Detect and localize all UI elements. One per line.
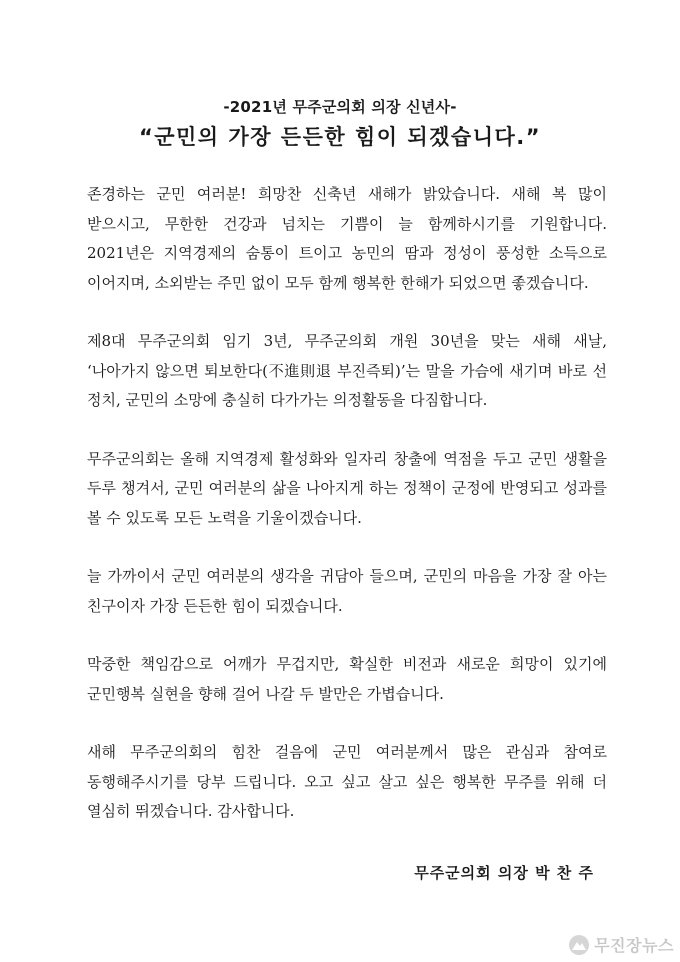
paragraph-1: 존경하는 군민 여러분! 희망찬 신축년 새해가 밝았습니다. 새해 복 많이 받으시고, 무한한 건강과 넘치는 기쁨이 늘 함께하시기를 기원합니다. 2021년은 지역경제의 숨통이 트이고 농민의 땀과 정성이 풍성한 소득으로 이어지며, 소외받는 주민 없이 모두 함께 행복한 한해가 되었으면 좋겠습니다.: [87, 185, 607, 292]
letter-body: [87, 180, 607, 856]
watermark-text: 무진장뉴스: [594, 936, 674, 955]
signature: 무주군의회 의장 박 찬 주: [414, 864, 594, 882]
page-title: “군민의 가장 든든한 힘이 되겠습니다.”: [138, 125, 542, 149]
paragraph-2: 제8대 무주군의회 임기 3년, 무주군의회 개원 30년을 맞는 새해 새날, ‘나아가지 않으면 퇴보한다(不進則退 부진즉퇴)’는 말을 가슴에 새기며 바로 선 정치, 군민의 소망에 충실히 다가가는 의정활동을 다짐합니다.: [87, 332, 607, 409]
subtitle: -2021년 무주군의회 의장 신년사-: [223, 98, 457, 116]
paragraph-4: 늘 가까이서 군민 여러분의 생각을 귀담아 들으며, 군민의 마음을 가장 잘 아는 친구이자 가장 든든한 힘이 되겠습니다.: [87, 567, 607, 615]
paragraph-6: 새해 무주군의회의 힘찬 걸음에 군민 여러분께서 많은 관심과 참여로 동행해주시기를 당부 드립니다. 오고 싶고 살고 싶은 행복한 무주를 위해 더 열심히 뛰겠습니다. 감사합니다.: [87, 743, 607, 820]
paragraph-3: 무주군의회는 올해 지역경제 활성화와 일자리 창출에 역점을 두고 군민 생활을 두루 챙겨서, 군민 여러분의 삶을 나아지게 하는 정책이 군정에 반영되고 성과를 볼 수 있도록 모든 노력을 기울이겠습니다.: [87, 449, 607, 527]
mountain-logo-icon: [568, 934, 590, 956]
watermark: [568, 933, 674, 956]
paragraph-5: 막중한 책임감으로 어깨가 무겁지만, 확실한 비전과 새로운 희망이 있기에 군민행복 실현을 향해 걸어 나갈 두 발만은 가볍습니다.: [87, 655, 607, 703]
